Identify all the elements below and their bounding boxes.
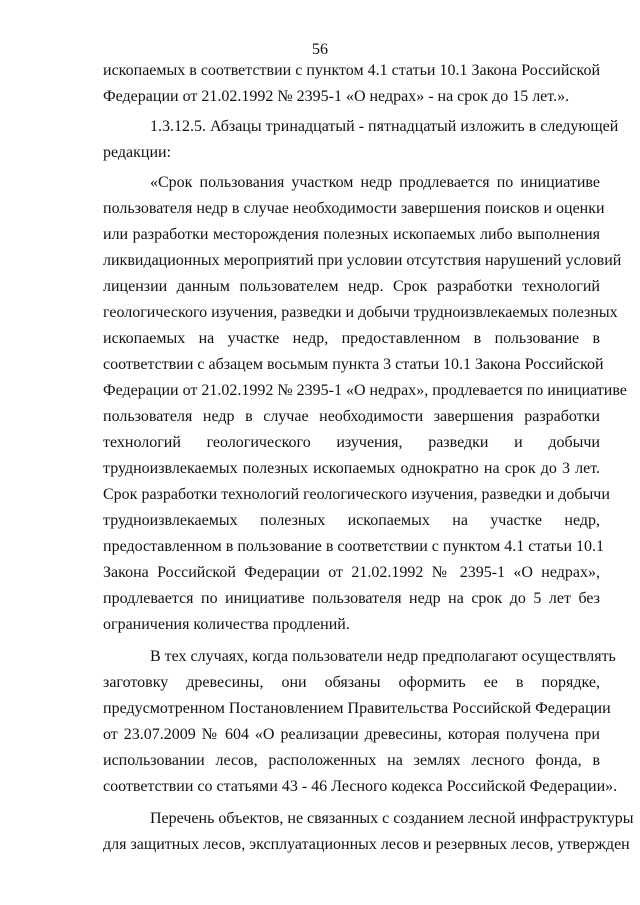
text-line: для защитных лесов, эксплуатационных лесов и резервных лесов, утвержден: [103, 836, 630, 853]
text-line: ископаемых в соответствии с пунктом 4.1 статьи 10.1 Закона Российской: [103, 62, 601, 79]
text-line: 1.3.12.5. Абзацы тринадцатый - пятнадцатый изложить в следующей: [150, 118, 619, 135]
text-line: ископаемых на участке недр, предоставленном в пользование в: [103, 330, 600, 347]
text-line: заготовку древесины, они обязаны оформить ее в порядке,: [103, 674, 600, 691]
text-line: соответствии со статьями 43 - 46 Лесного кодекса Российской Федерации».: [103, 778, 618, 795]
text-line: предоставленном в пользование в соответствии с пунктом 4.1 статьи 10.1: [103, 538, 605, 555]
text-line: геологического изучения, разведки и добычи трудноизвлекаемых полезных: [103, 304, 618, 321]
text-line: пользователя недр в случае необходимости завершения поисков и оценки: [103, 200, 605, 217]
text-line: технологий геологического изучения, разведки и добычи: [103, 434, 600, 451]
text-line: Срок разработки технологий геологического изучения, разведки и добычи: [103, 486, 610, 503]
text-line: Федерации от 21.02.1992 № 2395-1 «О недрах» - на срок до 15 лет.».: [103, 88, 570, 105]
text-line: трудноизвлекаемых полезных ископаемых на участке недр,: [103, 512, 600, 529]
text-line: соответствии с абзацем восьмым пункта 3 статьи 10.1 Закона Российской: [103, 356, 604, 373]
text-line: В тех случаях, когда пользователи недр предполагают осуществлять: [150, 648, 616, 665]
text-line: трудноизвлекаемых полезных ископаемых однократно на срок до 3 лет.: [103, 460, 600, 477]
text-line: ограничения количества продлений.: [103, 616, 350, 633]
text-line: или разработки месторождения полезных ископаемых либо выполнения: [103, 226, 600, 243]
text-line: продлевается по инициативе пользователя недр на срок до 5 лет без: [103, 590, 600, 607]
page-number: 56: [312, 41, 328, 58]
text-line: «Срок пользования участком недр продлевается по инициативе: [150, 174, 600, 191]
text-line: пользователя недр в случае необходимости завершения разработки: [103, 408, 600, 425]
text-line: лицензии данным пользователем недр. Срок разработки технологий: [103, 278, 600, 295]
text-line: Закона Российской Федерации от 21.02.1992 № 2395-1 «О недрах»,: [103, 564, 600, 581]
text-line: редакции:: [103, 144, 172, 161]
text-line: предусмотренном Постановлением Правительства Российской Федерации: [103, 700, 611, 717]
text-line: Федерации от 21.02.1992 № 2395-1 «О недрах», продлевается по инициативе: [103, 382, 627, 399]
text-line: Перечень объектов, не связанных с созданием лесной инфраструктуры: [150, 810, 634, 827]
text-line: использовании лесов, расположенных на землях лесного фонда, в: [103, 752, 600, 769]
text-line: ликвидационных мероприятий при условии отсутствия нарушений условий: [103, 252, 622, 269]
text-line: от 23.07.2009 № 604 «О реализации древесины, которая получена при: [103, 726, 600, 743]
